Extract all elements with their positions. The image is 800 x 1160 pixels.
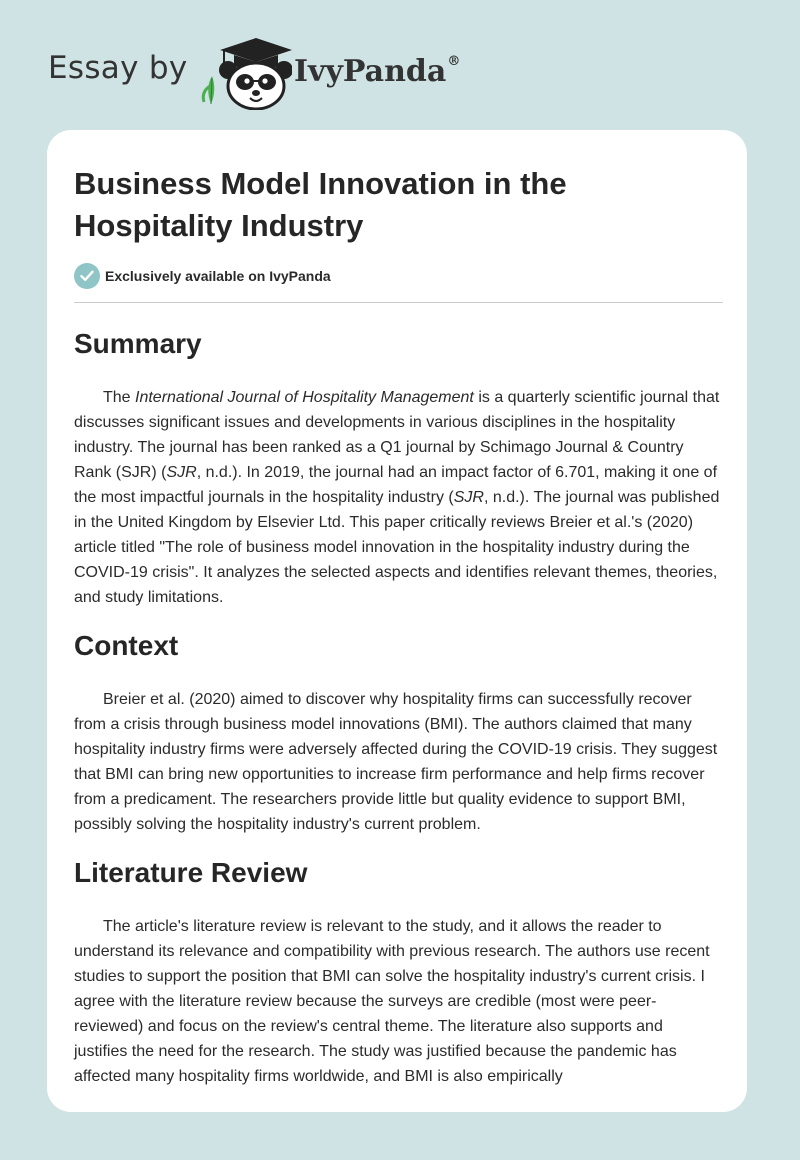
section-heading-context: Context xyxy=(74,630,179,661)
exclusive-text: Exclusively available on IvyPanda xyxy=(105,268,331,284)
trademark-symbol: ® xyxy=(447,54,461,69)
summary-text-1: The xyxy=(103,389,136,406)
summary-text-3: , n.d.). In 2019, the journal had an impact factor of 6.701, making it one of the most impactful journals in the hospitality industry ( xyxy=(74,464,718,506)
essay-card xyxy=(47,130,747,1112)
brand-name[interactable] xyxy=(294,54,460,89)
citation-sjr: SJR xyxy=(166,464,197,481)
summary-text-4: , n.d.). The journal was published in the United Kingdom by Elsevier Ltd. This paper critically reviews Breier et al.'s (2020) article titled "The role of business model innovation in the hospitality industry during the COVID-19 crisis". It analyzes the selected aspects and identifies relevant themes, theories, and study limitations. xyxy=(74,489,720,606)
journal-name: International Journal of Hospitality Management xyxy=(135,389,474,406)
checkmark-icon xyxy=(74,263,100,289)
essay-by-label: Essay by xyxy=(48,50,188,86)
exclusive-badge xyxy=(74,263,331,289)
context-paragraph: Breier et al. (2020) aimed to discover why hospitality firms can successfully recover from a crisis through business model innovations (BMI). The authors claimed that many hospitality industry firms were adversely affected during the COVID-19 crisis. They suggest that BMI can bring new opportunities to increase firm performance and help firms recover from a predicament. The researchers provide little but quality evidence to support BMI, possibly solving the hospitality industry's current problem. xyxy=(74,691,718,833)
essay-title: Business Model Innovation in the Hospitality Industry xyxy=(74,166,567,243)
citation-sjr: SJR xyxy=(453,489,484,506)
brand-text: IvyPanda xyxy=(294,54,447,89)
literature-review-paragraph: The article's literature review is relevant to the study, and it allows the reader to understand its relevance and compatibility with previous research. The authors use recent studies to support the position that BMI can solve the hospitality industry's current crisis. I agree with the literature review because the surveys are credible (most were peer-reviewed) and focus on the review's central theme. The literature also supports and justifies the need for the research. The study was justified because the pandemic has affected many hospitality firms worldwide, and BMI is also empirically xyxy=(74,918,710,1085)
site-header xyxy=(0,0,800,120)
panda-logo-icon[interactable] xyxy=(200,34,292,110)
summary-paragraph xyxy=(74,385,720,610)
section-heading-literature-review: Literature Review xyxy=(74,857,308,888)
divider xyxy=(74,302,723,303)
summary-text-2: is a quarterly scientific journal that discusses significant issues and developments in various disciplines in the hospitality industry. The journal has been ranked as a Q1 journal by Schimago Journal & Country Rank (SJR) ( xyxy=(74,389,720,481)
section-heading-summary: Summary xyxy=(74,328,202,359)
